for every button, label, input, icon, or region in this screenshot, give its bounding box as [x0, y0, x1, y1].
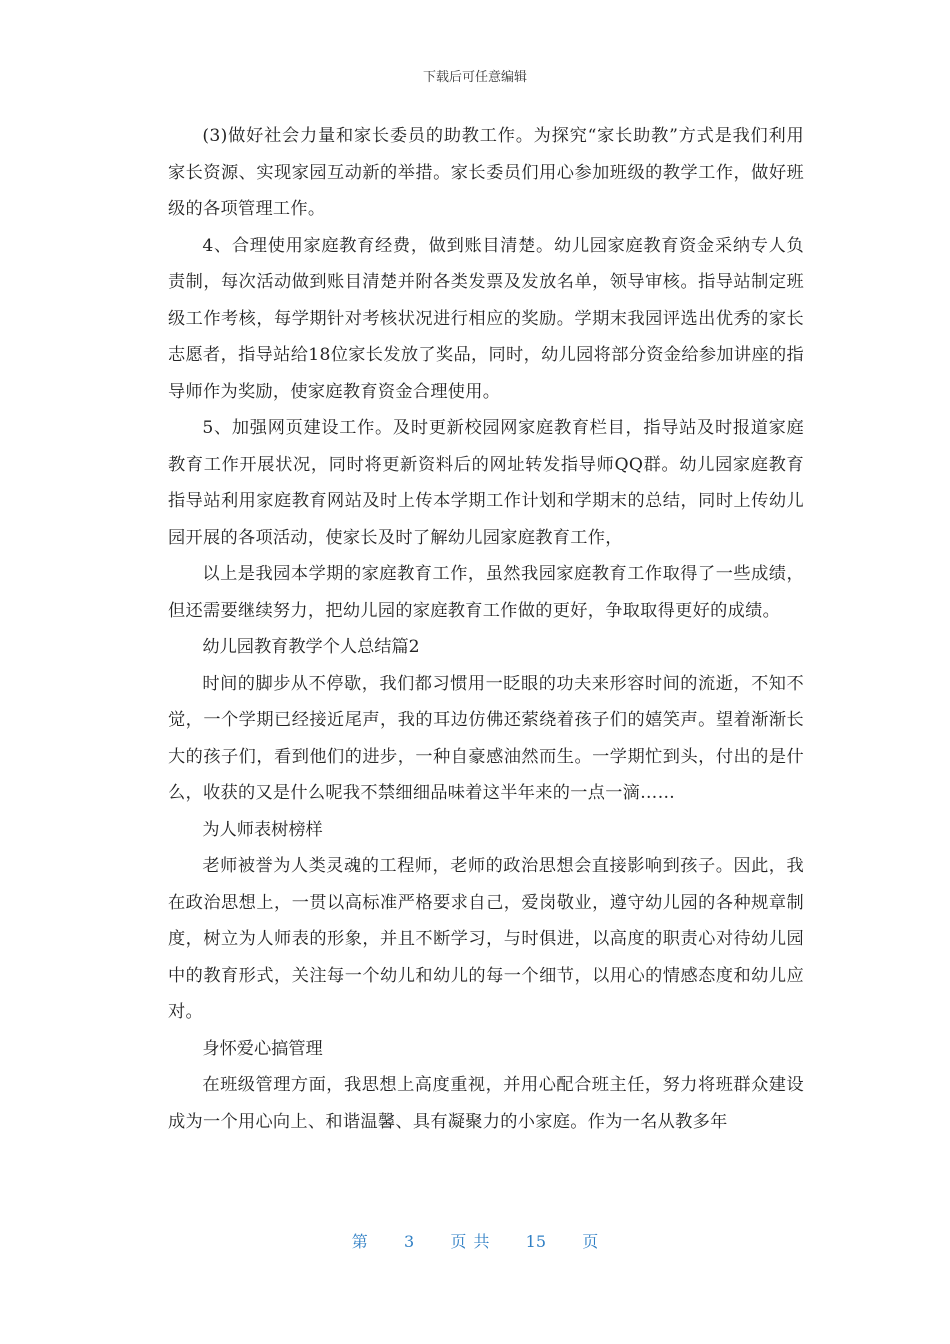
paragraph-conclusion: 以上是我园本学期的家庭教育工作，虽然我园家庭教育工作取得了一些成绩，但还需要继续努力，把幼儿园的家庭教育工作做的更好，争取取得更好的成绩。 — [168, 564, 804, 621]
subheading-role-model: 为人师表树榜样 — [202, 819, 323, 840]
footer-total-pages: 15 — [525, 1232, 546, 1251]
footer-current-page: 3 — [403, 1232, 415, 1251]
paragraph-class-management: 在班级管理方面，我思想上高度重视，并用心配合班主任，努力将班群众建设成为一个用心向上、和谐温馨、具有凝聚力的小家庭。作为一名从教多年 — [168, 1075, 804, 1132]
paragraph-funds: 4、合理使用家庭教育经费，做到账目清楚。幼儿园家庭教育资金采纳专人负责制，每次活动做到账目清楚并附各类发票及发放名单，领导审核。指导站制定班级工作考核，每学期针对考核状况进行相应的奖励。学期末我园评选出优秀的家长志愿者，指导站给18位家长发放了奖品，同时，幼儿园将部分资金给参加讲座的指导师作为奖励，使家庭教育资金合理使用。 — [168, 235, 804, 402]
paragraph-parent-assistant: (3)做好社会力量和家长委员的助教工作。为探究“家长助教”方式是我们利用家长资源、实现家园互动新的举措。家长委员们用心参加班级的教学工作，做好班级的各项管理工作。 — [168, 126, 804, 219]
footer-label-of: 页 共 — [450, 1232, 490, 1251]
footer-label-end: 页 — [582, 1232, 599, 1251]
paragraph-intro: 时间的脚步从不停歇，我们都习惯用一眨眼的功夫来形容时间的流逝，不知不觉，一个学期已经接近尾声，我的耳边仿佛还萦绕着孩子们的嬉笑声。望着渐渐长大的孩子们，看到他们的进步，一种自豪感油然而生。一学期忙到头，付出的是什么，收获的又是什么呢我不禁细细品味着这半年来的一点一滴…… — [168, 673, 804, 803]
subheading-management: 身怀爱心搞管理 — [202, 1038, 323, 1059]
paragraph-politics: 老师被誉为人类灵魂的工程师，老师的政治思想会直接影响到孩子。因此，我在政治思想上，一贯以高标准严格要求自己，爱岗敬业，遵守幼儿园的各种规章制度，树立为人师表的形象，并且不断学习，与时俱进，以高度的职责心对待幼儿园中的教育形式，关注每一个幼儿和幼儿的每一个细节，以用心的情感态度和幼儿应对。 — [168, 856, 804, 1022]
page-footer — [0, 1229, 950, 1252]
page-header: 下载后可任意编辑 — [422, 70, 527, 85]
section-title: 幼儿园教育教学个人总结篇2 — [202, 637, 420, 657]
paragraph-website: 5、加强网页建设工作。及时更新校园网家庭教育栏目，指导站及时报道家庭教育工作开展状况，同时将更新资料后的网址转发指导师QQ群。幼儿园家庭教育指导站利用家庭教育网站及时上传本学期工作计划和学期末的总结，同时上传幼儿园开展的各项活动，使家长及时了解幼儿园家庭教育工作， — [168, 418, 804, 548]
document-body — [168, 118, 804, 1140]
footer-label-page: 第 — [351, 1232, 368, 1251]
